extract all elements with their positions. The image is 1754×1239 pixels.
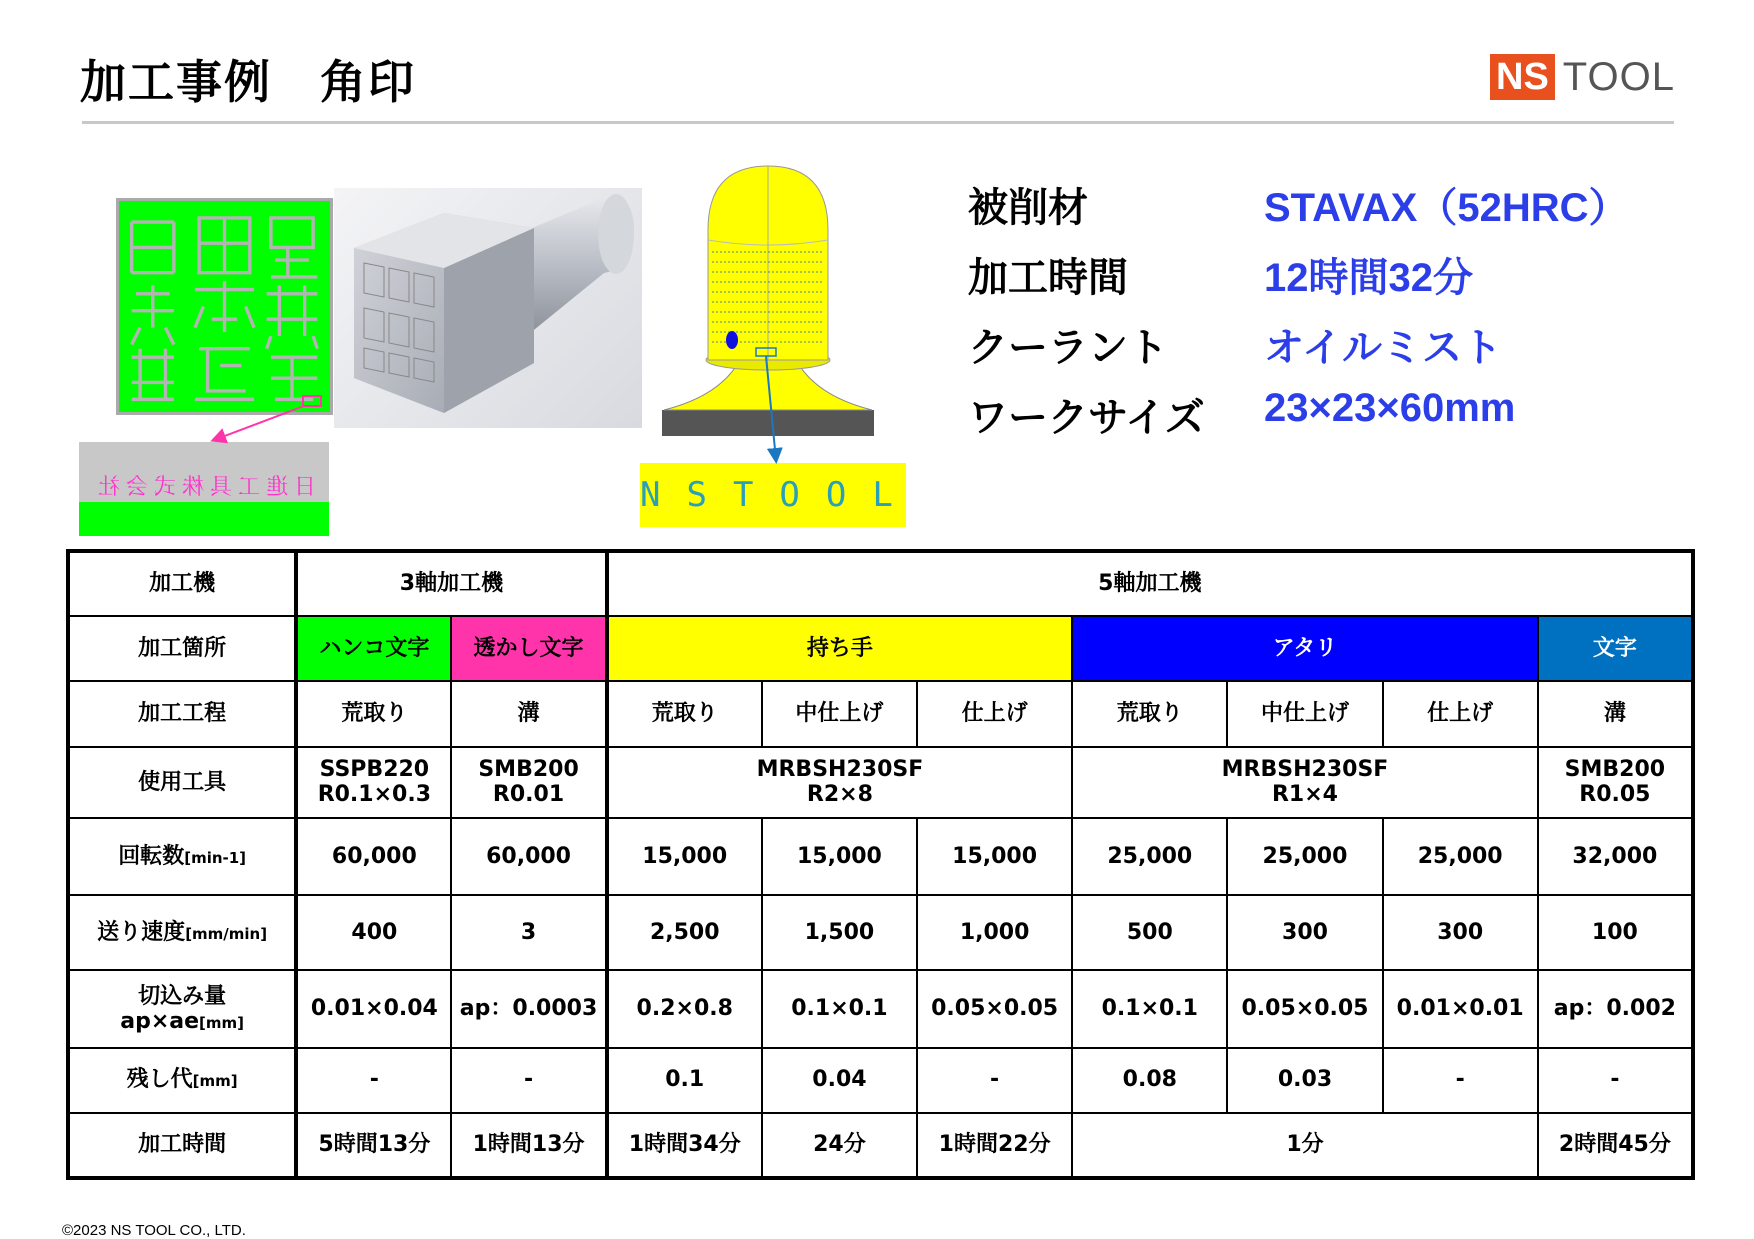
table-cell: 荒取り [607, 681, 762, 746]
table-row-machine [68, 551, 1693, 616]
table-cell: - [296, 1048, 451, 1113]
spec-label-time: 加工時間 [968, 255, 1128, 301]
table-cell: 0.05×0.05 [1227, 970, 1382, 1047]
detail-highlight-box [302, 395, 322, 407]
table-cell: 荒取り [1072, 681, 1227, 746]
table-cell: 0.01×0.04 [296, 970, 451, 1047]
cell-hanko: ハンコ文字 [296, 616, 451, 681]
table-cell: 中仕上げ [762, 681, 917, 746]
table-cell: 25,000 [1227, 818, 1382, 895]
table-cell: 24分 [762, 1113, 917, 1178]
machined-stamp-photo [334, 188, 642, 428]
table-cell: 5時間13分 [296, 1113, 451, 1178]
spec-value-material: STAVAX（52HRC） [1264, 186, 1629, 230]
row-header-stock: 残し代[mm] [68, 1048, 296, 1113]
table-row-rpm [68, 818, 1693, 895]
table-cell: - [1538, 1048, 1693, 1113]
row-header-process: 加工工程 [68, 681, 296, 746]
table-cell: 0.2×0.8 [607, 970, 762, 1047]
copyright-text: ©2023 NS TOOL CO., LTD. [62, 1222, 246, 1239]
spec-value-coolant: オイルミスト [1264, 326, 1502, 370]
cell-sukashi: 透かし文字 [451, 616, 606, 681]
stamp-text: 日進工具株式会社 [92, 475, 317, 500]
row-header-time: 加工時間 [68, 1113, 296, 1178]
row-header-location: 加工箇所 [68, 616, 296, 681]
green-band [79, 502, 329, 536]
table-cell: 3 [451, 895, 606, 970]
cell-mochite: 持ち手 [607, 616, 1073, 681]
table-cell: 60,000 [451, 818, 606, 895]
table-cell: - [917, 1048, 1072, 1113]
table-cell: SSPB220 R0.1×0.3 [296, 747, 451, 818]
cell-3axis: 3軸加工機 [296, 551, 606, 616]
stamp-toolpath-image [116, 198, 333, 415]
table-cell: 0.03 [1227, 1048, 1382, 1113]
logo-tool: TOOL [1562, 54, 1675, 99]
table-cell: 1,500 [762, 895, 917, 970]
table-cell: - [1383, 1048, 1538, 1113]
row-header-feed: 送り速度[mm/min] [68, 895, 296, 970]
table-cell: 25,000 [1072, 818, 1227, 895]
row-header-depth: 切込み量 ap×ae[mm] [68, 970, 296, 1047]
handle-cad-model [660, 160, 876, 436]
table-cell: 25,000 [1383, 818, 1538, 895]
cell-5axis: 5軸加工機 [607, 551, 1693, 616]
table-row-depth [68, 970, 1693, 1047]
ns-tool-logo [1490, 54, 1675, 100]
spec-label-worksize: ワークサイズ [968, 395, 1205, 441]
table-cell: 300 [1227, 895, 1382, 970]
row-header-rpm: 回転数[min-1] [68, 818, 296, 895]
table-cell: 溝 [1538, 681, 1693, 746]
cell-moji: 文字 [1538, 616, 1693, 681]
table-cell: 300 [1383, 895, 1538, 970]
table-row-location [68, 616, 1693, 681]
table-cell: 2時間45分 [1538, 1113, 1693, 1178]
spec-label-coolant: クーラント [968, 325, 1168, 371]
table-cell: SMB200 R0.05 [1538, 747, 1693, 818]
table-cell: 1時間13分 [451, 1113, 606, 1178]
table-cell: 2,500 [607, 895, 762, 970]
table-cell: 中仕上げ [1227, 681, 1382, 746]
table-cell: 0.01×0.01 [1383, 970, 1538, 1047]
handle-text: NSTOOL [640, 475, 919, 515]
table-cell: 15,000 [917, 818, 1072, 895]
table-cell: 15,000 [607, 818, 762, 895]
table-cell: 溝 [451, 681, 606, 746]
table-cell: SMB200 R0.01 [451, 747, 606, 818]
header-divider [82, 121, 1674, 124]
table-cell: 0.04 [762, 1048, 917, 1113]
table-cell: 0.08 [1072, 1048, 1227, 1113]
table-row-tool [68, 747, 1693, 818]
cell-atari: アタリ [1072, 616, 1538, 681]
row-header-tool: 使用工具 [68, 747, 296, 818]
row-header-machine: 加工機 [68, 551, 296, 616]
table-cell: ap：0.002 [1538, 970, 1693, 1047]
table-cell: 1時間34分 [607, 1113, 762, 1178]
mirrored-text-detail-image [79, 442, 329, 536]
page-title: 加工事例 角印 [80, 55, 416, 109]
table-cell: 0.05×0.05 [917, 970, 1072, 1047]
table-cell: - [451, 1048, 606, 1113]
machining-conditions-table [66, 549, 1695, 1180]
spec-value-time: 12時間32分 [1264, 256, 1473, 300]
table-cell: 0.1 [607, 1048, 762, 1113]
spec-label-material: 被削材 [968, 185, 1088, 231]
table-row-process [68, 681, 1693, 746]
table-cell: MRBSH230SF R2×8 [607, 747, 1073, 818]
table-row-stock [68, 1048, 1693, 1113]
table-cell: 1分 [1072, 1113, 1538, 1178]
table-cell: 100 [1538, 895, 1693, 970]
table-cell: 0.1×0.1 [1072, 970, 1227, 1047]
table-cell: 0.1×0.1 [762, 970, 917, 1047]
table-cell: 32,000 [1538, 818, 1693, 895]
table-cell: 荒取り [296, 681, 451, 746]
table-cell: 仕上げ [917, 681, 1072, 746]
table-cell: 1,000 [917, 895, 1072, 970]
table-cell: 仕上げ [1383, 681, 1538, 746]
spec-value-worksize: 23×23×60mm [1264, 386, 1516, 430]
table-cell: 400 [296, 895, 451, 970]
table-cell: 500 [1072, 895, 1227, 970]
handle-text-detail-image [640, 463, 919, 527]
table-row-time [68, 1113, 1693, 1178]
table-cell: 60,000 [296, 818, 451, 895]
logo-ns: NS [1490, 54, 1555, 100]
table-row-feed [68, 895, 1693, 970]
table-cell: MRBSH230SF R1×4 [1072, 747, 1538, 818]
table-cell: 1時間22分 [917, 1113, 1072, 1178]
table-cell: 15,000 [762, 818, 917, 895]
table-cell: ap：0.0003 [451, 970, 606, 1047]
